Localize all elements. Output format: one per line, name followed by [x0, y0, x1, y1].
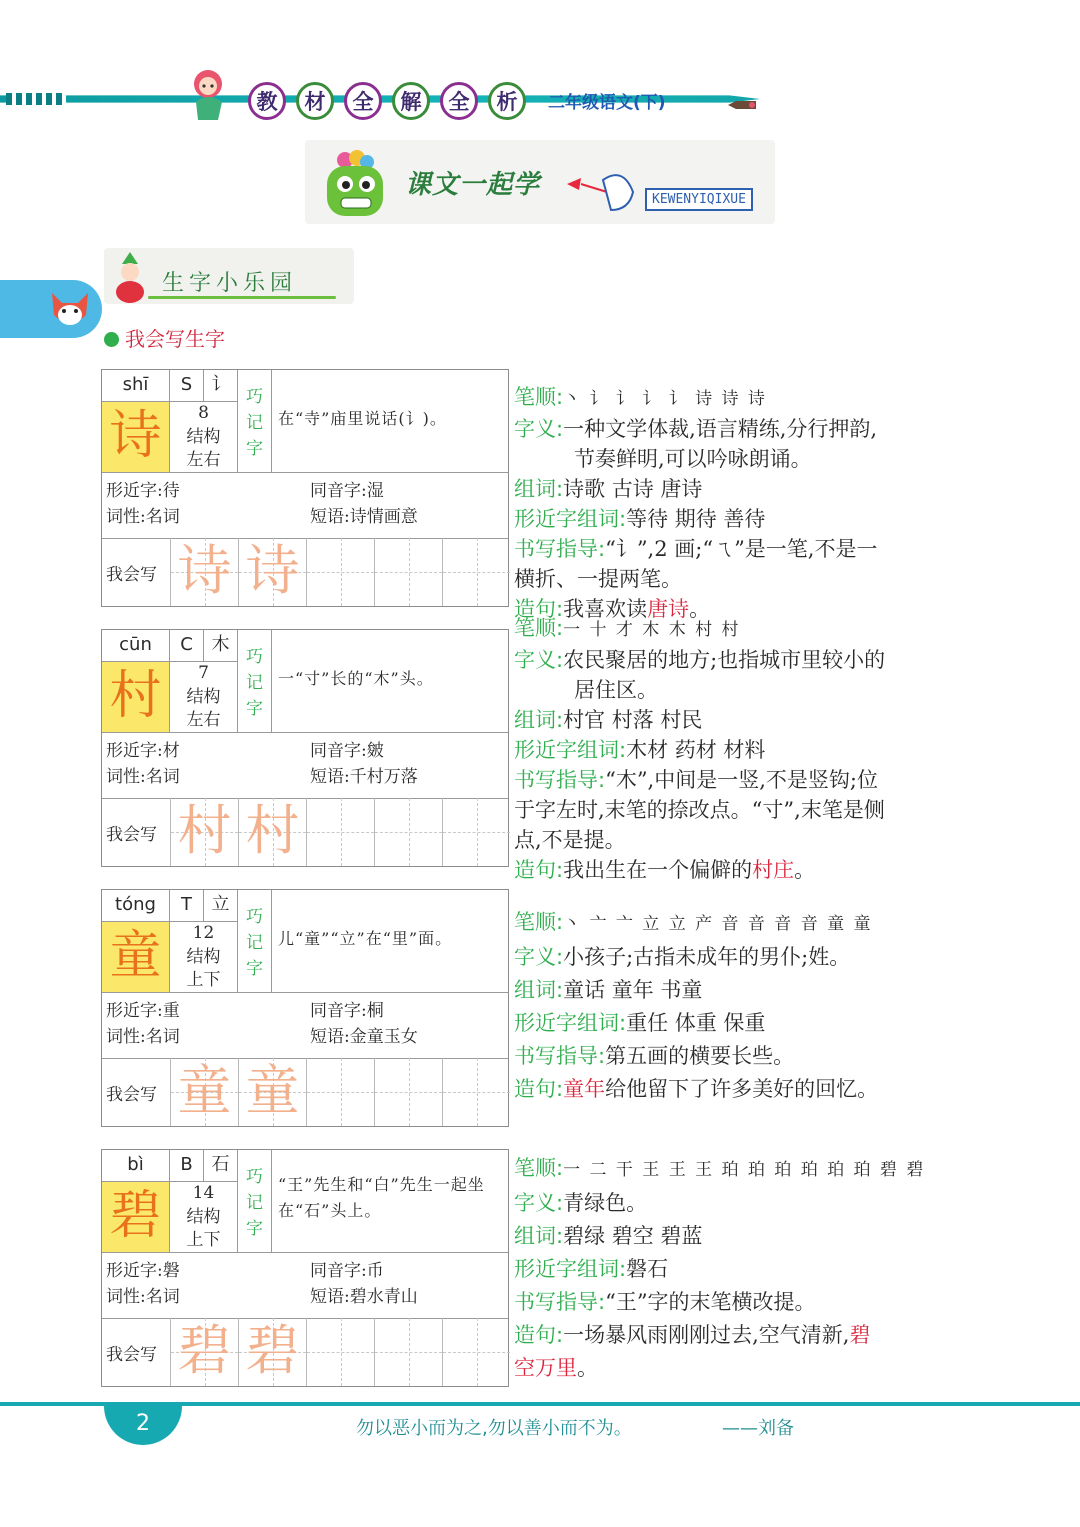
- char-structure: 左右: [170, 449, 238, 472]
- similar-char: 形近字:材: [106, 741, 180, 761]
- footer-motto: 勿以恶小而为之,勿以善小而不为。: [356, 1418, 632, 1439]
- bullet-dot-icon: [104, 332, 119, 347]
- series-chip: 解: [392, 82, 430, 120]
- part-of-speech: 词性:名词: [106, 767, 180, 787]
- sentence-highlight: 村庄: [752, 858, 795, 882]
- practice-cell[interactable]: [374, 798, 442, 866]
- fairy-mascot-icon: [178, 62, 240, 124]
- sentence-label: 造句:: [514, 1077, 564, 1101]
- char-structure: 左右: [170, 709, 238, 732]
- char-initial: T: [170, 890, 204, 922]
- similar-words-label: 形近字组词:: [514, 1011, 627, 1035]
- stroke-order-label: 笔顺:: [514, 616, 564, 640]
- char-pinyin: tóng: [102, 890, 170, 922]
- part-of-speech: 词性:名词: [106, 1287, 180, 1307]
- stroke-order: 丶 亠 亠 立 立 产 音 音 音 音 童 童: [563, 914, 873, 934]
- char-initial: C: [170, 630, 204, 662]
- mnemonic-label-char: 字: [246, 439, 263, 459]
- char-explanation: [514, 382, 964, 624]
- divider: [102, 1252, 508, 1253]
- sentence-highlight: 童年: [563, 1077, 606, 1101]
- subheading: [104, 323, 225, 352]
- stroke-order: 一 二 干 王 王 王 珀 珀 珀 珀 珀 珀 碧 碧: [563, 1160, 926, 1180]
- sentence-post: 。: [689, 597, 711, 621]
- practice-cell[interactable]: [238, 1058, 306, 1126]
- char-structure: 上下: [170, 1229, 238, 1252]
- writing-guide: “讠”,2 画;“ㄟ”是一笔,不是一: [605, 537, 878, 561]
- mnemonic-label-char: 巧: [246, 387, 263, 407]
- practice-cell[interactable]: [170, 798, 238, 866]
- practice-cell[interactable]: [442, 1058, 510, 1126]
- practice-cell[interactable]: [374, 1318, 442, 1386]
- mnemonic-label-char: 字: [246, 959, 263, 979]
- char-explanation: [514, 1152, 964, 1385]
- sentence-post: 给他留下了许多美好的回忆。: [605, 1077, 879, 1101]
- writing-guide: “木”,中间是一竖,不是竖钩;位: [605, 768, 878, 792]
- sentence-pre: 我喜欢读: [563, 597, 648, 621]
- char-pinyin: cūn: [102, 630, 170, 662]
- pencil-icon: [728, 100, 758, 110]
- write-label: 我会写: [106, 1345, 157, 1365]
- meaning: 小孩子;古指未成年的男仆;姓。: [563, 945, 851, 969]
- trace-char: 诗: [245, 539, 300, 602]
- writing-guide-label: 书写指导:: [514, 537, 606, 561]
- page-header: [0, 60, 1080, 130]
- practice-cell[interactable]: [238, 798, 306, 866]
- practice-cell[interactable]: [238, 1318, 306, 1386]
- practice-cell[interactable]: [442, 538, 510, 606]
- char-radical: 立: [204, 890, 238, 922]
- book-title: 二年级语文(下): [548, 93, 666, 113]
- stroke-order: 一 十 才 木 木 村 村: [563, 620, 741, 640]
- mnemonic-label-char: 字: [246, 699, 263, 719]
- mnemonic-label-char: 字: [246, 1219, 263, 1239]
- practice-cell[interactable]: [374, 538, 442, 606]
- banner-title: 课文一起学: [405, 170, 541, 200]
- stroke-order-label: 笔顺:: [514, 385, 564, 409]
- meaning-label: 字义:: [514, 417, 564, 441]
- footer-motto-author: ——刘备: [722, 1418, 794, 1439]
- practice-cell[interactable]: [306, 1318, 374, 1386]
- strawberry-kid-icon: [108, 250, 152, 304]
- monster-mascot-icon: [315, 146, 395, 222]
- mnemonic-label-char: 记: [246, 933, 263, 953]
- mnemonic-text: “王”先生和“白”先生一起坐在“石”头上。: [278, 1175, 485, 1220]
- trace-char: 童: [245, 1059, 300, 1122]
- stroke-order-label: 笔顺:: [514, 910, 564, 934]
- meaning: 青绿色。: [563, 1191, 648, 1215]
- practice-cell[interactable]: [442, 1318, 510, 1386]
- meaning-label: 字义:: [514, 1191, 564, 1215]
- divider: [102, 472, 508, 473]
- char-initial: B: [170, 1150, 204, 1182]
- trace-char: 童: [177, 1059, 232, 1122]
- mnemonic-label: [238, 630, 272, 732]
- mnemonic-label-char: 记: [246, 413, 263, 433]
- writing-guide: 第五画的横要长些。: [605, 1044, 795, 1068]
- char-card: [101, 889, 509, 1127]
- phrase: 短语:金童玉女: [310, 1027, 418, 1047]
- char-stroke-count: 14: [170, 1182, 238, 1206]
- structure-label: 结构: [170, 1206, 238, 1229]
- sentence-pre: 一场暴风雨刚刚过去,空气清新,: [563, 1323, 850, 1347]
- series-chip: 析: [488, 82, 526, 120]
- structure-label: 结构: [170, 946, 238, 969]
- writing-guide-cont: 横折、一提两笔。: [514, 567, 682, 591]
- mnemonic-text: 在“寺”庙里说话(讠)。: [278, 409, 447, 428]
- page-number: 2: [104, 1403, 182, 1445]
- char-pinyin: bì: [102, 1150, 170, 1182]
- sentence-label: 造句:: [514, 1323, 564, 1347]
- words-label: 组词:: [514, 978, 564, 1002]
- write-label: 我会写: [106, 825, 157, 845]
- practice-cell[interactable]: [374, 1058, 442, 1126]
- char-glyph: 童: [102, 922, 170, 992]
- words: 碧绿 碧空 碧蓝: [563, 1224, 703, 1248]
- sentence-highlight-cont: 空万里: [514, 1356, 577, 1380]
- similar-char: 形近字:待: [106, 481, 180, 501]
- sentence-label: 造句:: [514, 858, 564, 882]
- phrase: 短语:诗情画意: [310, 507, 418, 527]
- mnemonic-label-char: 记: [246, 673, 263, 693]
- stroke-order-label: 笔顺:: [514, 1156, 564, 1180]
- section-title: 生字小乐园: [162, 271, 298, 296]
- similar-words: 木材 药材 材料: [626, 738, 766, 762]
- char-glyph: 村: [102, 662, 170, 732]
- practice-cell[interactable]: [238, 538, 306, 606]
- trace-char: 村: [177, 799, 232, 862]
- words-label: 组词:: [514, 708, 564, 732]
- char-card: [101, 629, 509, 867]
- char-stroke-count: 7: [170, 662, 238, 686]
- words: 诗歌 古诗 唐诗: [563, 477, 703, 501]
- pointing-hand-icon: [567, 170, 643, 214]
- book-series-chips: [248, 82, 526, 120]
- sentence-label: 造句:: [514, 597, 564, 621]
- series-chip: 全: [440, 82, 478, 120]
- writing-guide-label: 书写指导:: [514, 768, 606, 792]
- series-chip: 材: [296, 82, 334, 120]
- similar-char: 形近字:重: [106, 1001, 180, 1021]
- char-glyph: 碧: [102, 1182, 170, 1252]
- divider: [102, 992, 508, 993]
- words-label: 组词:: [514, 1224, 564, 1248]
- trace-char: 碧: [177, 1319, 232, 1382]
- meaning: 农民聚居的地方;也指城市里较小的: [563, 648, 886, 672]
- meaning-label: 字义:: [514, 648, 564, 672]
- char-structure: 上下: [170, 969, 238, 992]
- mnemonic-label-char: 巧: [246, 1167, 263, 1187]
- part-of-speech: 词性:名词: [106, 507, 180, 527]
- writing-guide-label: 书写指导:: [514, 1290, 606, 1314]
- part-of-speech: 词性:名词: [106, 1027, 180, 1047]
- writing-guide-label: 书写指导:: [514, 1044, 606, 1068]
- mnemonic-label: [238, 1150, 272, 1252]
- similar-words: 重任 体重 保重: [626, 1011, 766, 1035]
- mnemonic-label-char: 记: [246, 1193, 263, 1213]
- similar-words: 磐石: [626, 1257, 669, 1281]
- practice-cell[interactable]: [170, 1318, 238, 1386]
- sentence-highlight: 碧: [849, 1323, 871, 1347]
- homophone: 同音字:皴: [310, 741, 384, 761]
- stroke-order: 丶 讠 讠 讠 讠 诗 诗 诗: [563, 389, 767, 409]
- words: 村官 村落 村民: [563, 708, 703, 732]
- series-chip: 全: [344, 82, 382, 120]
- practice-cell[interactable]: [442, 798, 510, 866]
- meaning-label: 字义:: [514, 945, 564, 969]
- fox-mascot-icon: [46, 285, 94, 333]
- writing-guide-cont: 于字左时,末笔的捺改点。“寸”,末笔是侧: [514, 798, 885, 822]
- similar-words-label: 形近字组词:: [514, 1257, 627, 1281]
- mnemonic-text: 儿“童”“立”在“里”面。: [278, 929, 453, 948]
- sentence-highlight: 唐诗: [647, 597, 690, 621]
- words: 童话 童年 书童: [563, 978, 703, 1002]
- meaning: 一种文学体裁,语言精练,分行押韵,: [563, 417, 878, 441]
- homophone: 同音字:湿: [310, 481, 384, 501]
- char-card: [101, 1149, 509, 1387]
- structure-label: 结构: [170, 686, 238, 709]
- char-card: [101, 369, 509, 607]
- write-label: 我会写: [106, 1085, 157, 1105]
- mnemonic-label-char: 巧: [246, 647, 263, 667]
- banner-pinyin: KEWENYIQIXUE: [645, 188, 753, 211]
- homophone: 同音字:桐: [310, 1001, 384, 1021]
- mnemonic-text: 一“寸”长的“木”头。: [278, 669, 434, 688]
- lesson-banner: [305, 140, 775, 224]
- char-radical: 石: [204, 1150, 238, 1182]
- trace-char: 碧: [245, 1319, 300, 1382]
- sentence-post: 。: [794, 858, 816, 882]
- series-chip: 教: [248, 82, 286, 120]
- practice-cell[interactable]: [170, 1058, 238, 1126]
- divider: [102, 732, 508, 733]
- similar-words: 等待 期待 善待: [626, 507, 766, 531]
- similar-words-label: 形近字组词:: [514, 507, 627, 531]
- similar-char: 形近字:磐: [106, 1261, 180, 1281]
- meaning-cont: 居住区。: [574, 678, 658, 702]
- subheading-text: 我会写生字: [125, 327, 225, 351]
- homophone: 同音字:币: [310, 1261, 384, 1281]
- practice-cell[interactable]: [170, 538, 238, 606]
- section-underline: [148, 296, 336, 299]
- mnemonic-label: [238, 890, 272, 992]
- sentence-post: 。: [577, 1356, 598, 1380]
- similar-words-label: 形近字组词:: [514, 738, 627, 762]
- meaning-cont: 节奏鲜明,可以吟咏朗诵。: [574, 447, 812, 471]
- sentence-pre: 我出生在一个偏僻的: [563, 858, 753, 882]
- char-stroke-count: 12: [170, 922, 238, 946]
- char-radical: 木: [204, 630, 238, 662]
- write-label: 我会写: [106, 565, 157, 585]
- char-explanation: [514, 906, 964, 1106]
- trace-char: 村: [245, 799, 300, 862]
- trace-char: 诗: [177, 539, 232, 602]
- char-glyph: 诗: [102, 402, 170, 472]
- header-stripe-decoration: [6, 93, 66, 105]
- mnemonic-label-char: 巧: [246, 907, 263, 927]
- mnemonic-label: [238, 370, 272, 472]
- writing-guide: “王”字的末笔横改提。: [605, 1290, 816, 1314]
- phrase: 短语:千村万落: [310, 767, 418, 787]
- practice-cell[interactable]: [306, 538, 374, 606]
- structure-label: 结构: [170, 426, 238, 449]
- char-radical: 讠: [204, 370, 238, 402]
- char-pinyin: shī: [102, 370, 170, 402]
- char-explanation: [514, 613, 964, 885]
- practice-cell[interactable]: [306, 1058, 374, 1126]
- char-stroke-count: 8: [170, 402, 238, 426]
- phrase: 短语:碧水青山: [310, 1287, 418, 1307]
- practice-cell[interactable]: [306, 798, 374, 866]
- char-initial: S: [170, 370, 204, 402]
- words-label: 组词:: [514, 477, 564, 501]
- writing-guide-cont: 点,不是提。: [514, 828, 626, 852]
